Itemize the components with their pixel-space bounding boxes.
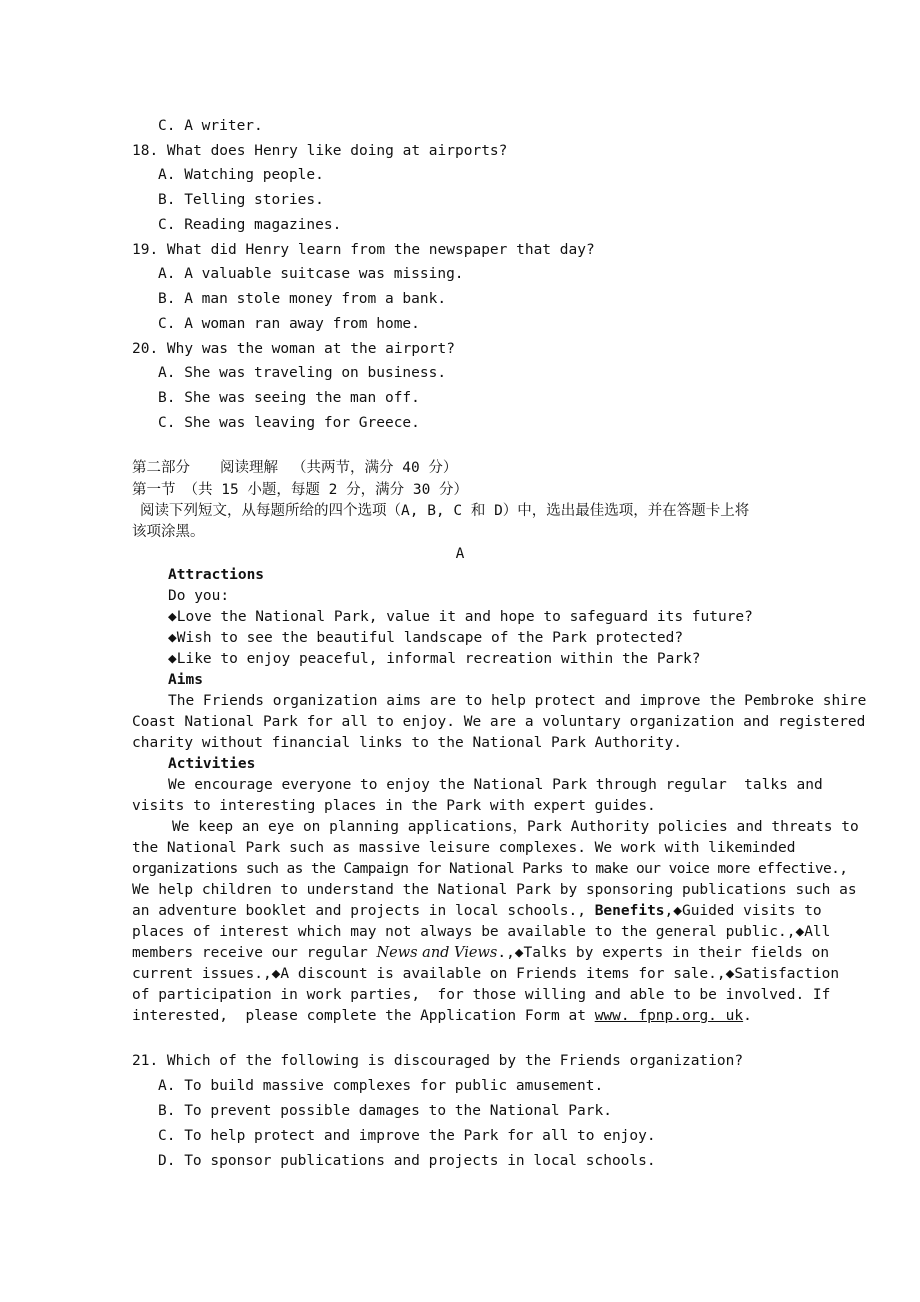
activities-line: visits to interesting places in the Park with expert guides. [132,798,656,814]
section-heading [132,458,457,478]
q18-option-c: C. Reading magazines. [158,217,342,233]
q17-option-c: C. A writer. [158,118,263,134]
q20-option-c: C. She was leaving for Greece. [158,415,420,431]
aims-line: charity without financial links to the National Park Authority. [132,735,682,751]
activities-line: We encourage everyone to enjoy the National Park through regular talks and [168,777,823,793]
guided-visits-text: ,◆Guided visits to [664,903,822,919]
q21-option-a: A. To build massive complexes for public amusement. [158,1078,604,1094]
benefits-line: current issues.,◆A discount is available on Friends items for sale.,◆Satisfaction [132,966,840,982]
q18-option-b: B. Telling stories. [158,192,324,208]
instruction-line-1: 阅读下列短文，从每题所给的四个选项（A, B, C 和 D）中，选出最佳选项，并在答题卡上将 [140,503,750,519]
benefits-heading: Benefits [594,903,665,919]
activities-line: organizations such as the Campaign for National Parks to make our voice more effective., [132,861,848,877]
sub-note: （共 15 小题，每题 2 分，满分 30 分） [183,482,469,498]
q18-option-a: A. Watching people. [158,167,324,183]
talks-text: .,◆Talks by experts in their fields on [497,945,830,961]
activities-line: the National Park such as massive leisure complexes. We work with likeminded [132,840,796,856]
period-text: . [743,1008,752,1024]
aims-line: The Friends organization aims are to help protect and improve the Pembroke shire [168,693,867,709]
benefits-line [132,1006,792,1026]
aims-line: Coast National Park for all to enjoy. We are a voluntary organization and registered [132,714,866,730]
news-and-views-title: News and Views [376,945,498,961]
q20-option-a: A. She was traveling on business. [158,365,447,381]
q21-stem: 21. Which of the following is discouraged by the Friends organization? [132,1053,744,1069]
attractions-heading: Attractions [168,567,265,583]
adventure-text: an adventure booklet and projects in local schools., [132,903,595,919]
activities-line: We keep an eye on planning applications，Park Authority policies and threats to [172,819,859,835]
q21-option-b: B. To prevent possible damages to the National Park. [158,1103,612,1119]
part-label: 第二部分 [132,460,190,476]
q19-stem: 19. What did Henry learn from the newspaper that day? [132,242,595,258]
members-text: members receive our regular [132,945,377,961]
bullet-item: ◆Like to enjoy peaceful, informal recreation within the Park? [168,651,701,667]
interested-text: interested, please complete the Application Form at [132,1008,595,1024]
q20-stem: 20. Why was the woman at the airport? [132,341,456,357]
sub-label: 第一节 [132,482,176,498]
bullet-item: ◆Wish to see the beautiful landscape of the Park protected? [168,630,684,646]
q18-stem: 18. What does Henry like doing at airports? [132,143,508,159]
subsection-heading [132,480,468,500]
do-you-text: Do you: [168,588,230,604]
q19-option-a: A. A valuable suitcase was missing. [158,266,464,282]
part-title: 阅读理解 [220,460,278,476]
activities-heading: Activities [168,756,256,772]
q19-option-c: C. A woman ran away from home. [158,316,420,332]
benefits-line [132,943,830,963]
passage-label: A [455,546,465,562]
benefits-line: of participation in work parties, for those willing and able to be involved. If [132,987,831,1003]
website-link[interactable]: www. fpnp.org. uk [594,1008,744,1024]
bullet-item: ◆Love the National Park, value it and hope to safeguard its future? [168,609,753,625]
q19-option-b: B. A man stole money from a bank. [158,291,447,307]
instruction-line-2: 该项涂黑。 [132,524,205,540]
q20-option-b: B. She was seeing the man off. [158,390,420,406]
benefits-line [132,901,822,921]
part-note: （共两节，满分 40 分） [292,460,458,476]
aims-heading: Aims [168,672,203,688]
activities-line: We help children to understand the National Park by sponsoring publications such as [132,882,857,898]
q21-option-d: D. To sponsor publications and projects in local schools. [158,1153,656,1169]
benefits-line: places of interest which may not always be available to the general public.,◆All [132,924,831,940]
q21-option-c: C. To help protect and improve the Park for all to enjoy. [158,1128,656,1144]
